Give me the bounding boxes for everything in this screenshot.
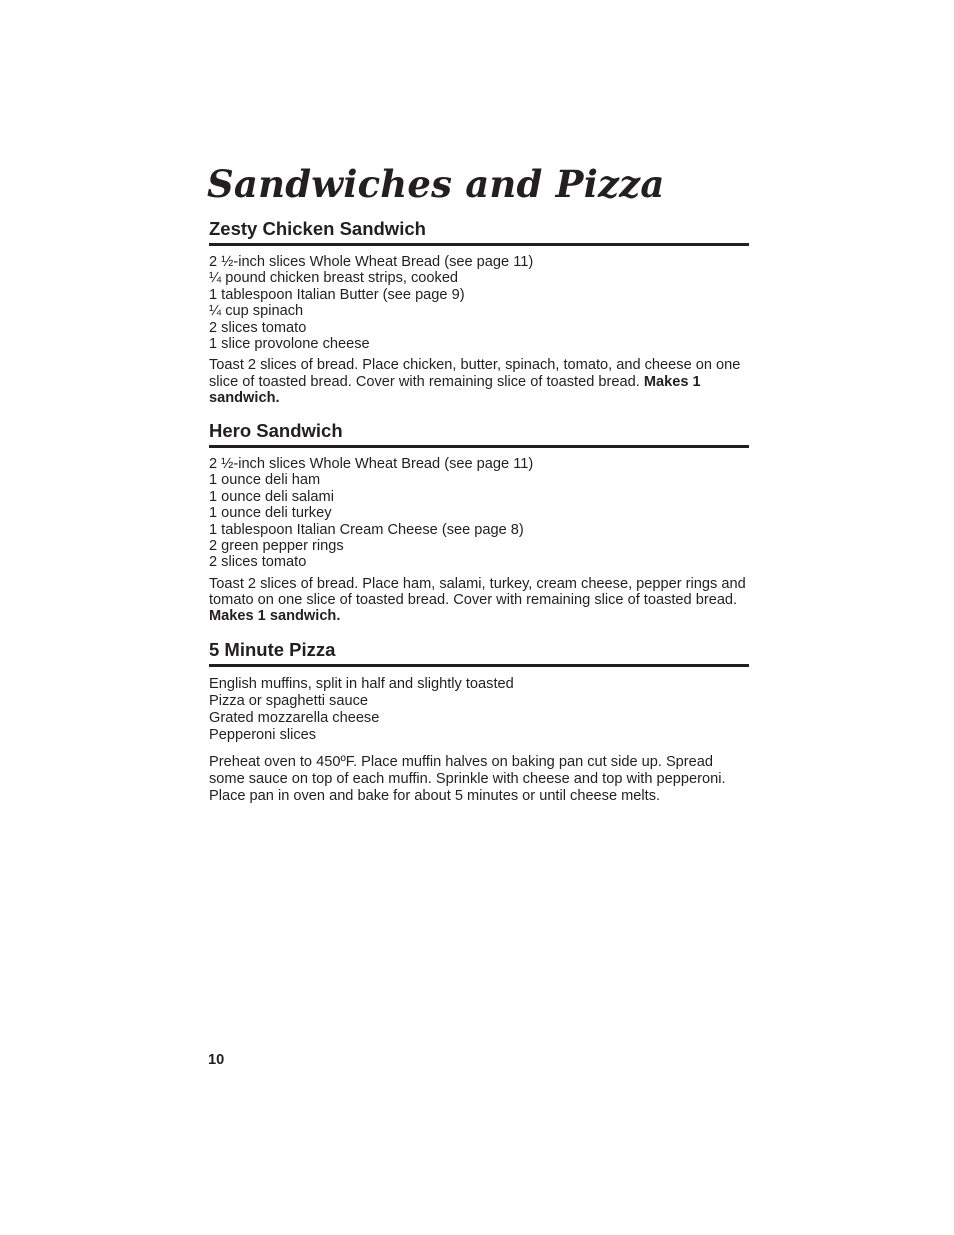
ingredient-list: [209, 254, 749, 352]
ingredient-item: 2 slices tomato: [209, 319, 307, 336]
ingredient-item: 1 tablespoon Italian Cream Cheese (see page 8): [209, 521, 524, 538]
recipe-instructions: [209, 357, 749, 406]
ingredient-item: 2 slices tomato: [209, 554, 307, 571]
recipe-heading: 5 Minute Pizza: [209, 638, 749, 667]
ingredient-list: [209, 456, 749, 571]
ingredient-item: ¼ cup spinach: [209, 303, 304, 320]
ingredient-item: 2 ½-inch slices Whole Wheat Bread (see page 11): [209, 254, 534, 270]
ingredient-item: Pizza or spaghetti sauce: [209, 692, 368, 709]
recipe-zesty-chicken-sandwich: [209, 217, 749, 406]
recipe-yield: Makes 1 sandwich.: [209, 373, 701, 406]
ingredient-item: English muffins, split in half and slightly toasted: [209, 675, 514, 692]
instructions-text: Toast 2 slices of bread. Place chicken, butter, spinach, tomato, and cheese on one slice of toasted bread. Cover with remaining slice of toasted bread.: [209, 357, 741, 390]
page-title: Sandwiches and Pizza: [207, 162, 665, 206]
ingredient-item: 2 green pepper rings: [209, 538, 344, 555]
page-content: [209, 160, 749, 805]
ingredient-item: 1 ounce deli turkey: [209, 505, 332, 522]
instructions-text: Toast 2 slices of bread. Place ham, salami, turkey, cream cheese, pepper rings and tomato on one slice of toasted bread. Cover with remaining slice of toasted bread.: [209, 575, 746, 609]
recipe-instructions: [209, 754, 749, 805]
ingredient-item: 1 ounce deli ham: [209, 472, 321, 489]
ingredient-item: 1 slice provolone cheese: [209, 336, 370, 353]
recipe-5-minute-pizza: [209, 638, 749, 805]
recipe-hero-sandwich: [209, 419, 749, 624]
recipe-instructions: [209, 576, 749, 625]
ingredient-item: 1 ounce deli salami: [209, 488, 334, 505]
recipe-yield: Makes 1 sandwich.: [209, 608, 341, 625]
ingredient-item: Pepperoni slices: [209, 726, 317, 743]
ingredient-item: 1 tablespoon Italian Butter (see page 9): [209, 286, 465, 303]
ingredient-item: ¼ pound chicken breast strips, cooked: [209, 270, 459, 287]
ingredient-item: 2 ½-inch slices Whole Wheat Bread (see page 11): [209, 456, 534, 473]
recipe-heading: Hero Sandwich: [209, 419, 749, 448]
ingredient-item: Grated mozzarella cheese: [209, 709, 380, 726]
ingredient-list: [209, 676, 749, 744]
page-number: 10: [208, 1052, 225, 1068]
instructions-text: Preheat oven to 450ºF. Place muffin halves on baking pan cut side up. Spread some sauce on top of each muffin. Sprinkle with cheese and top with pepperoni. Place pan in oven and bake for about 5 minutes or until cheese melts.: [209, 753, 726, 804]
recipe-heading: Zesty Chicken Sandwich: [209, 217, 749, 246]
